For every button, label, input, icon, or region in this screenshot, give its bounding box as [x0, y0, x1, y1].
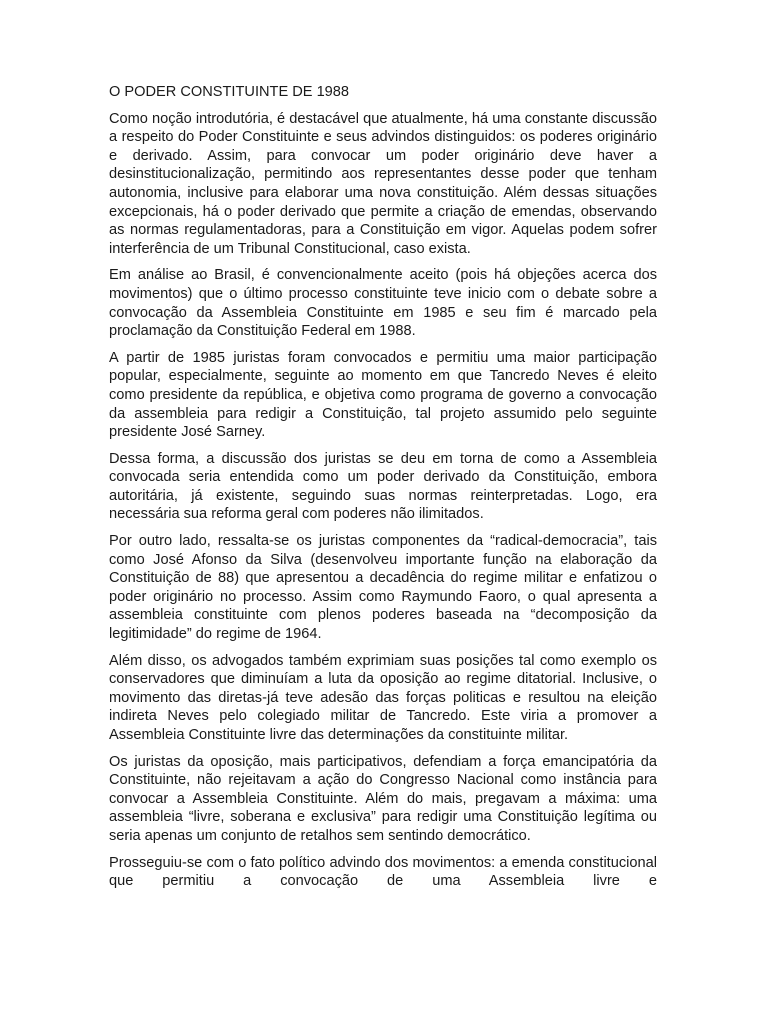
document-page — [109, 83, 657, 899]
paragraph-jurists-discussion: Dessa forma, a discussão dos juristas se deu em torna de como a Assembleia convocada seria entendida como um poder derivado da Constituição, embora autoritária, já existente, seguindo suas normas reinterpretadas. Logo, era necessária sua reforma geral com poderes não ilimitados. — [109, 450, 657, 523]
paragraph-political-fact: Prosseguiu-se com o fato político advindo dos movimentos: a emenda constitucional que permitiu a convocação de uma Assembleia livre e — [109, 854, 657, 890]
paragraph-intro: Como noção introdutória, é destacável que atualmente, há uma constante discussão a respeito do Poder Constituinte e seus advindos distinguidos: os poderes originário e derivado. Assim, para convocar um poder originário deve haver a desinstitucionalização, permitindo aos representantes desse poder que tenham autonomia, inclusive para elaborar uma nova constituição. Além dessas situações excepcionais, há o poder derivado que permite a criação de emendas, observando as normas regulamentadoras, para a Constituição em vigor. Aquelas podem sofrer interferência de um Tribunal Constitucional, caso exista. — [109, 110, 657, 257]
paragraph-radical-democracy: Por outro lado, ressalta-se os juristas componentes da “radical-democracia”, tais como José Afonso da Silva (desenvolveu importante função na elaboração da Constituição de 88) que apresentou a decadência do regime militar e enfatizou o poder originário no processo. Assim como Raymundo Faoro, o qual apresenta a assembleia constituinte com plenos poderes baseada na “decomposição da legitimidade” do regime de 1964. — [109, 533, 657, 643]
paragraph-1985-jurists: A partir de 1985 juristas foram convocados e permitiu uma maior participação popular, especialmente, seguinte ao momento em que Tancredo Neves é eleito como presidente da república, e objetiva como programa de governo a convocação da assembleia para redigir a Constituição, tal projeto assumido pelo seguinte presidente José Sarney. — [109, 349, 657, 441]
paragraph-brazil-analysis: Em análise ao Brasil, é convencionalmente aceito (pois há objeções acerca dos movimentos) que o último processo constituinte teve inicio com o debate sobre a convocação da Assembleia Constituinte em 1985 e seu fim é marcado pela proclamação da Constituição Federal em 1988. — [109, 267, 657, 340]
paragraph-opposition-jurists: Os juristas da oposição, mais participativos, defendiam a força emancipatória da Constituinte, não rejeitavam a ação do Congresso Nacional como instância para convocar a Assembleia Constituinte. Além do mais, pregavam a máxima: uma assembleia “livre, soberana e exclusiva” para redigir uma Constituição legítima ou seria apenas um conjunto de retalhos sem sentindo democrático. — [109, 753, 657, 844]
document-title: O PODER CONSTITUINTE DE 1988 — [109, 84, 350, 100]
paragraph-lawyers-positions: Além disso, os advogados também exprimiam suas posições tal como exemplo os conservadores que diminuíam a luta da oposição ao regime ditatorial. Inclusive, o movimento das diretas-já teve adesão das forças politicas e resultou na eleição indireta Neves pelo colegiado militar de Tancredo. Este viria a promover a Assembleia Constituinte livre das determinações da constituinte militar. — [109, 652, 657, 743]
